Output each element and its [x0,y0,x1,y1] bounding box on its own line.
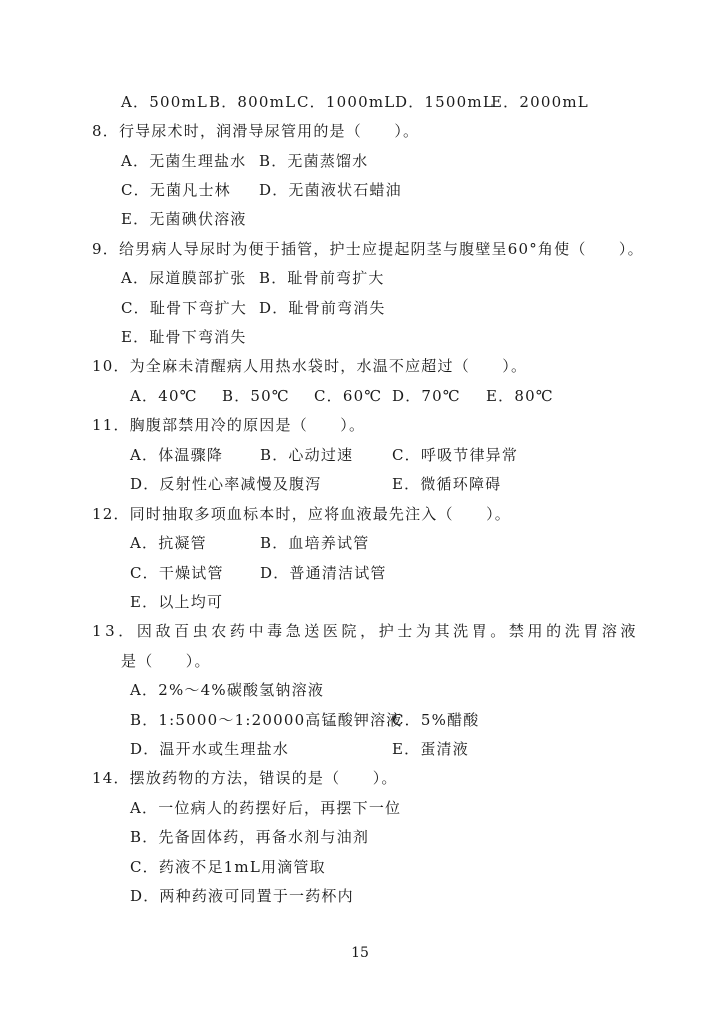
q14-stem: 14．摆放药物的方法，错误的是（ ）。 [92,769,398,787]
q14-option-d: D．两种药液可同置于一药杯内 [130,887,354,905]
q9-option-b: B．耻骨前弯扩大 [259,269,385,287]
q11-option-c: C．呼吸节律异常 [392,446,519,464]
q14-option-a: A．一位病人的药摆好后，再摆下一位 [130,799,402,817]
q14-option-c: C．药液不足1mL用滴管取 [130,858,326,876]
q12-option-a: A．抗凝管 [130,534,207,552]
q9-option-d: D．耻骨前弯消失 [259,299,386,317]
q13-option-d: D．温开水或生理盐水 [130,740,290,758]
q13-stem-continued: 是（ ）。 [121,652,211,670]
q12-option-d: D．普通清洁试管 [260,564,387,582]
q13-option-e: E．蛋清液 [392,740,469,758]
q12-option-e: E．以上均可 [130,593,224,611]
q7-option-e: E．2000mL [491,93,589,111]
q11-option-d: D．反射性心率减慢及腹泻 [130,475,322,493]
q10-stem: 10．为全麻未清醒病人用热水袋时，水温不应超过（ ）。 [92,357,528,375]
q7-option-b: B．800mL [209,93,297,111]
q8-stem: 8．行导尿术时，润滑导尿管用的是（ ）。 [92,122,420,140]
q8-option-b: B．无菌蒸馏水 [259,152,369,170]
q12-option-b: B．血培养试管 [260,534,370,552]
q10-option-b: B．50℃ [222,387,290,405]
q7-option-c: C．1000mL [297,93,396,111]
q8-option-e: E．无菌碘伏溶液 [121,210,247,228]
q9-option-a: A．尿道膜部扩张 [121,269,247,287]
q9-stem: 9．给男病人导尿时为便于插管，护士应提起阴茎与腹壁呈60°角使（ ）。 [92,240,644,258]
q10-option-e: E．80℃ [486,387,554,405]
q13-option-b: B．1:5000～1:20000高锰酸钾溶液 [130,711,403,729]
q8-option-d: D．无菌液状石蜡油 [259,181,402,199]
q8-option-c: C．无菌凡士林 [121,181,231,199]
q9-option-e: E．耻骨下弯消失 [121,328,247,346]
q13-option-c: C．5%醋酸 [392,711,480,729]
q10-option-a: A．40℃ [130,387,198,405]
page-number: 15 [351,945,369,961]
q9-option-c: C．耻骨下弯扩大 [121,299,248,317]
q14-option-b: B．先备固体药，再备水剂与油剂 [130,828,370,846]
q11-stem: 11．胸腹部禁用冷的原因是（ ）。 [92,416,366,434]
q7-option-d: D．1500mL [395,93,494,111]
q12-option-c: C．干燥试管 [130,564,224,582]
q8-option-a: A．无菌生理盐水 [121,152,247,170]
q10-option-d: D．70℃ [392,387,461,405]
q12-stem: 12．同时抽取多项血标本时，应将血液最先注入（ ）。 [92,505,511,523]
q13-option-a: A．2%～4%碳酸氢钠溶液 [130,681,325,699]
q10-option-c: C．60℃ [314,387,383,405]
q13-stem: 13．因敌百虫农药中毒急送医院，护士为其洗胃。禁用的洗胃溶液 [92,622,640,640]
q11-option-b: B．心动过速 [260,446,354,464]
q7-option-a: A．500mL [121,93,209,111]
q11-option-a: A．体温骤降 [130,446,224,464]
q11-option-e: E．微循环障碍 [392,475,502,493]
